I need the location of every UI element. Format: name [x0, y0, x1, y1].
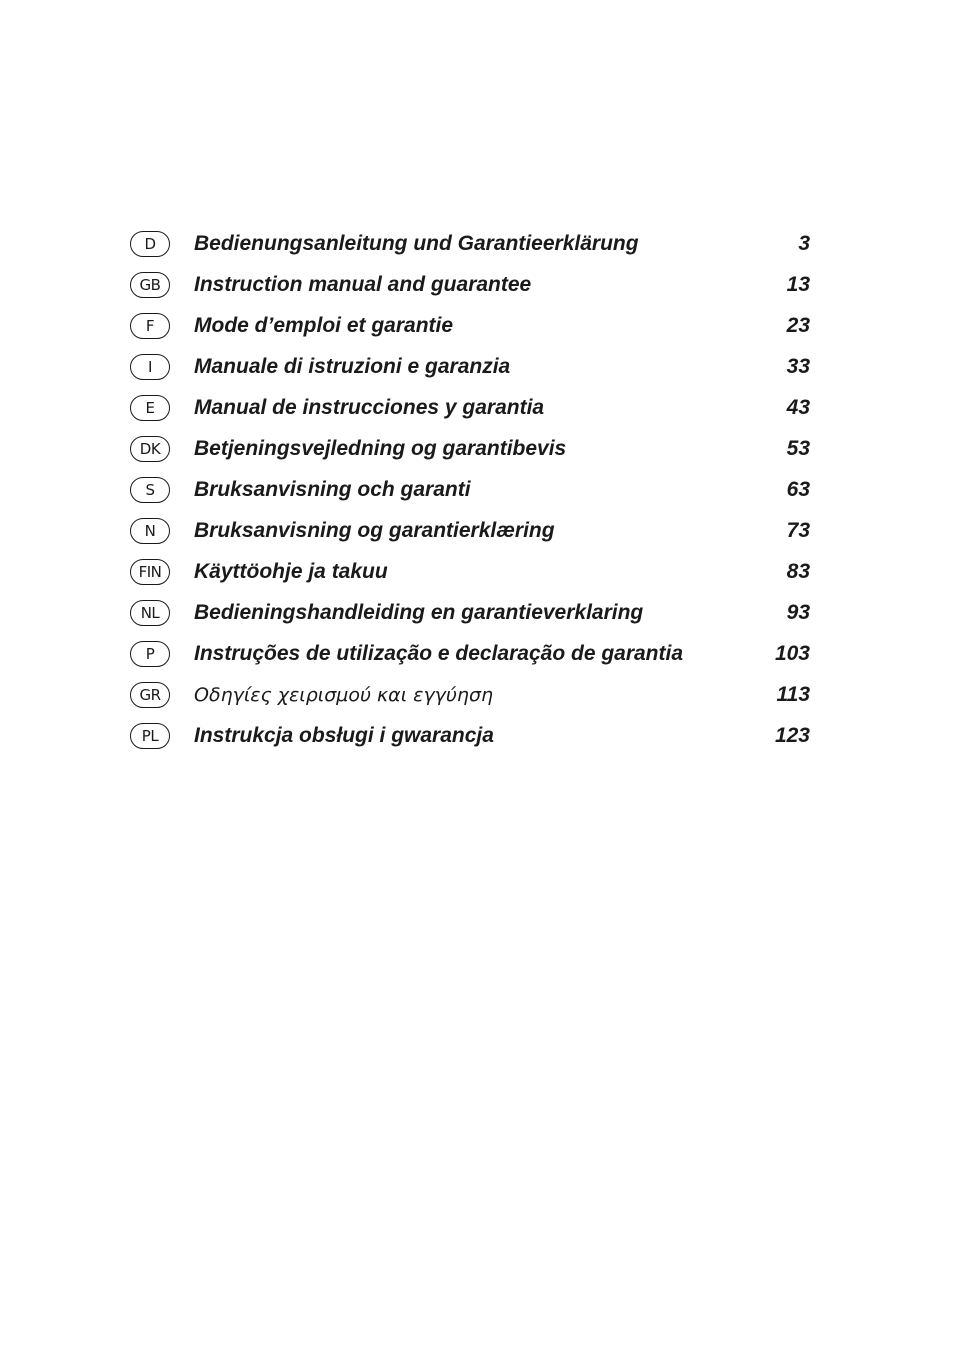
toc-page-number: 103 — [774, 641, 810, 665]
toc-title: Betjeningsvejledning og garantibevis — [194, 436, 567, 460]
toc-page-number: 63 — [786, 477, 810, 501]
toc-page-number: 23 — [786, 313, 810, 337]
toc-page-number: 113 — [776, 682, 810, 706]
language-badge: GR — [130, 682, 170, 708]
table-of-contents — [130, 223, 810, 756]
toc-title: Instruction manual and guarantee — [194, 272, 532, 296]
toc-row-fin[interactable] — [130, 551, 810, 592]
toc-page-number: 73 — [786, 518, 810, 542]
toc-page-number: 43 — [786, 395, 810, 419]
language-badge: I — [130, 354, 170, 380]
toc-row-gr[interactable] — [130, 674, 810, 715]
toc-row-i[interactable] — [130, 346, 810, 387]
toc-row-dk[interactable] — [130, 428, 810, 469]
toc-title: Bruksanvisning og garantierklæring — [194, 518, 555, 542]
toc-page-number: 83 — [786, 559, 810, 583]
language-badge: S — [130, 477, 170, 503]
toc-page-number: 93 — [786, 600, 810, 624]
toc-title: Bruksanvisning och garanti — [194, 477, 471, 501]
toc-row-de[interactable] — [130, 223, 810, 264]
toc-page-number: 53 — [786, 436, 810, 460]
toc-title: Manual de instrucciones y garantia — [194, 395, 545, 419]
toc-row-n[interactable] — [130, 510, 810, 551]
language-badge: PL — [130, 723, 170, 749]
language-badge: NL — [130, 600, 170, 626]
toc-page-number: 13 — [786, 272, 810, 296]
toc-page-number: 123 — [774, 723, 810, 747]
toc-title: Bedieningshandleiding en garantieverklaring — [194, 600, 644, 624]
language-badge: D — [130, 231, 170, 257]
toc-page-number: 3 — [798, 231, 810, 255]
toc-row-gb[interactable] — [130, 264, 810, 305]
toc-row-f[interactable] — [130, 305, 810, 346]
toc-title: Manuale di istruzioni e garanzia — [194, 354, 511, 378]
language-badge: N — [130, 518, 170, 544]
toc-row-nl[interactable] — [130, 592, 810, 633]
toc-title: Instruções de utilização e declaração de garantia — [194, 641, 684, 665]
language-badge: P — [130, 641, 170, 667]
toc-row-p[interactable] — [130, 633, 810, 674]
toc-page-number: 33 — [786, 354, 810, 378]
language-badge: E — [130, 395, 170, 421]
toc-row-pl[interactable] — [130, 715, 810, 756]
language-badge: F — [130, 313, 170, 339]
language-badge: GB — [130, 272, 170, 298]
toc-title: Mode d’emploi et garantie — [194, 313, 454, 337]
toc-row-e[interactable] — [130, 387, 810, 428]
toc-title: Οδηγίες χειρισμού και εγγύηση — [194, 683, 494, 706]
toc-row-s[interactable] — [130, 469, 810, 510]
language-badge: FIN — [130, 559, 170, 585]
toc-title: Bedienungsanleitung und Garantieerklärung — [194, 231, 639, 255]
toc-title: Käyttöohje ja takuu — [194, 559, 388, 583]
language-badge: DK — [130, 436, 170, 462]
toc-title: Instrukcja obsługi i gwarancja — [194, 723, 494, 747]
